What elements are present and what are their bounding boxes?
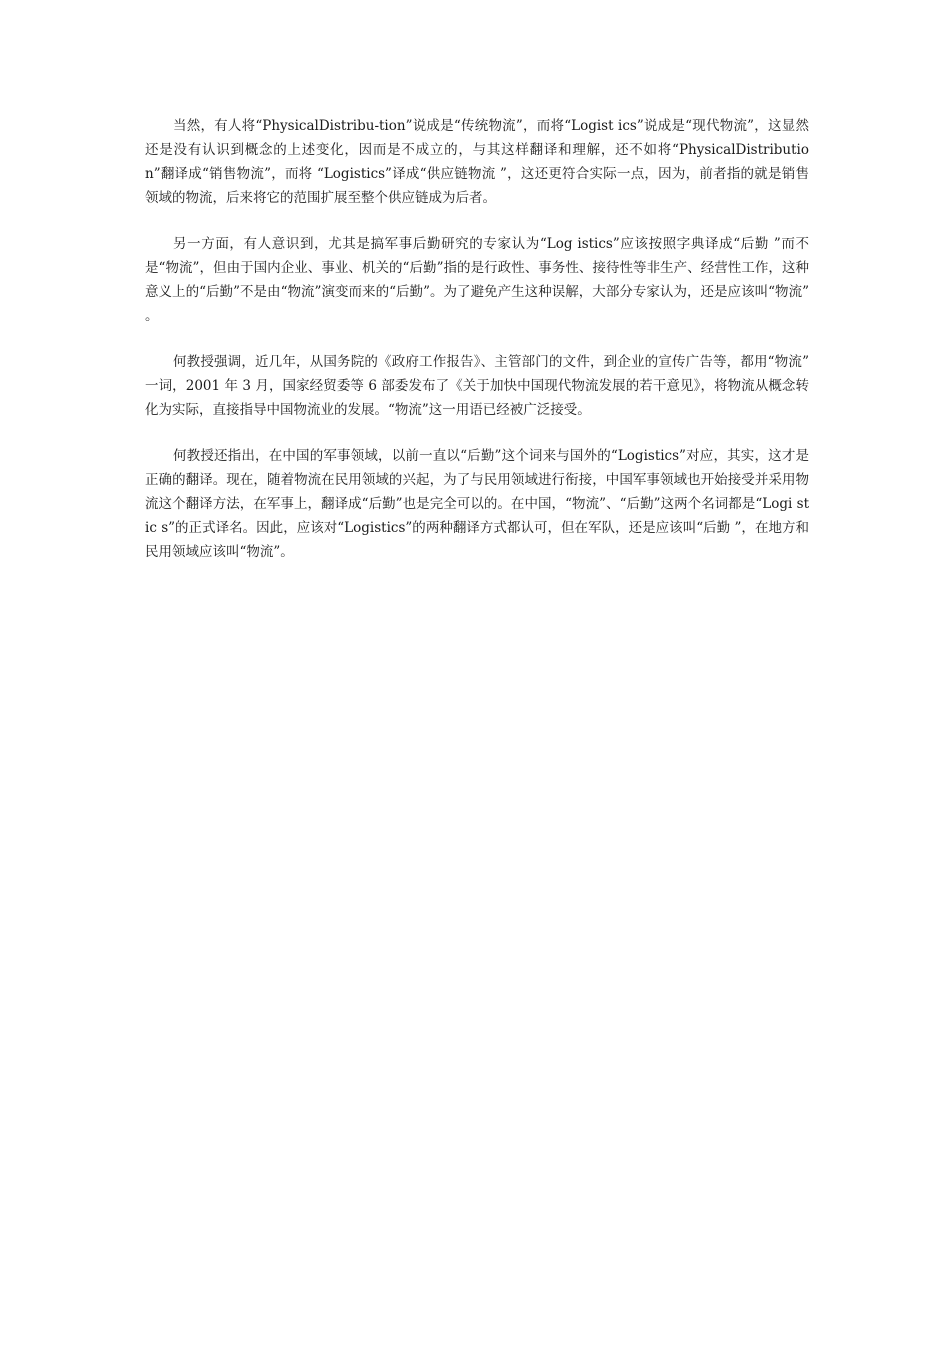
paragraph-4: 何教授还指出，在中国的军事领域，以前一直以“后勤”这个词来与国外的“Logistics”对应，其实，这才是正确的翻译。现在，随着物流在民用领域的兴起，为了与民用领域进行衔接，中国军事领域也开始接受并采用物流这个翻译方法，在军事上，翻译成“后勤”也是完全可以的。在中国，“物流”、“后勤”这两个名词都是“Logi stic s”的正式译名。因此，应该对“Logistics”的两种翻译方式都认可，但在军队，还是应该叫“后勤 ”，在地方和民用领域应该叫“物流”。 xyxy=(145,448,809,560)
document-body xyxy=(145,114,809,586)
paragraph-3: 何教授强调，近几年，从国务院的《政府工作报告》、主管部门的文件，到企业的宣传广告等，都用“物流” 一词，2001 年 3 月，国家经贸委等 6 部委发布了《关于加快中国现代物流发展的若干意见》，将物流从概念转化为实际，直接指导中国物流业的发展。“物流”这一用语已经被广泛接受。 xyxy=(145,354,809,418)
paragraph-2: 另一方面，有人意识到，尤其是搞军事后勤研究的专家认为“Log istics”应该按照字典译成“后勤 ”而不是“物流”，但由于国内企业、事业、机关的“后勤”指的是行政性、事务性、接待性等非生产、经营性工作，这种意义上的“后勤”不是由“物流”演变而来的“后勤”。为了避免产生这种误解，大部分专家认为，还是应该叫“物流” 。 xyxy=(145,236,809,324)
paragraph-1: 当然，有人将“PhysicalDistribu-tion”说成是“传统物流”，而将“Logist ics”说成是“现代物流”，这显然还是没有认识到概念的上述变化，因而是不成立的，与其这样翻译和理解，还不如将“PhysicalDistribution”翻译成“销售物流”，而将 “Logistics”译成“供应链物流 ”，这还更符合实际一点，因为，前者指的就是销售领域的物流，后来将它的范围扩展至整个供应链成为后者。 xyxy=(145,118,809,206)
